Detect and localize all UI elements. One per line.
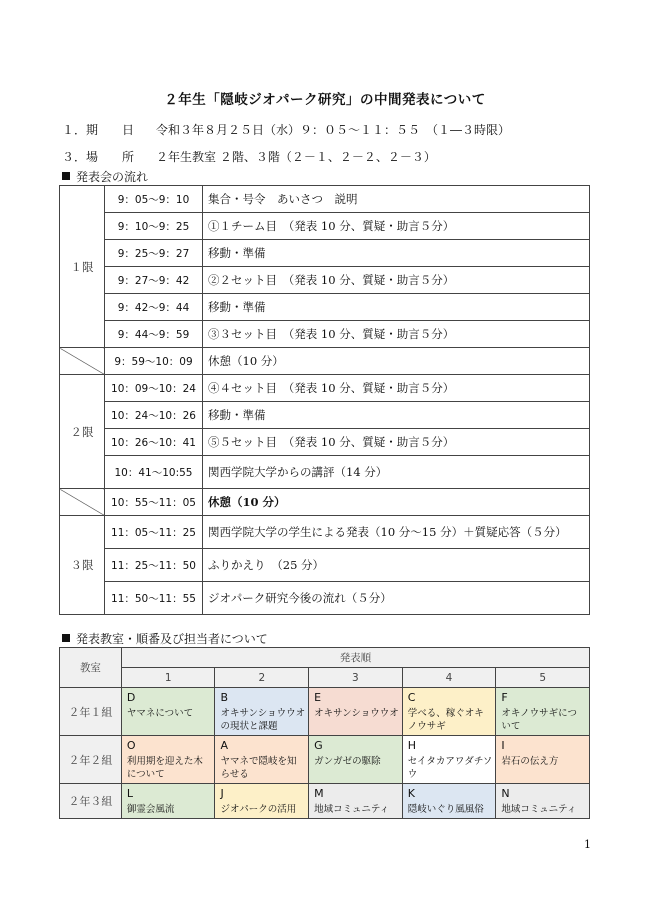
presentation-cell <box>309 736 403 784</box>
team-code: L <box>126 787 134 800</box>
presentation-cell <box>496 688 590 736</box>
presentation-cell <box>121 736 215 784</box>
order-number-header: 2 <box>215 668 309 688</box>
team-code: I <box>501 739 505 752</box>
team-code: A <box>220 739 229 752</box>
order-header: 発表順 <box>121 648 589 668</box>
team-code: K <box>407 787 415 800</box>
presentation-heading-text: 発表教室・順番及び担当者について <box>76 632 268 646</box>
presentation-cell <box>121 784 215 819</box>
room-header: 教室 <box>60 648 122 688</box>
team-topic: オキサンショウウオ <box>314 708 399 719</box>
schedule-time: 11：50～11：55 <box>105 582 203 615</box>
schedule-activity: ①１チーム目 （発表 10 分、質疑・助言５分） <box>203 213 590 240</box>
team-code: G <box>314 739 323 752</box>
team-code: C <box>407 691 416 704</box>
schedule-activity: 関西学院大学の学生による発表（10 分～15 分）＋質疑応答（５分） <box>203 516 590 549</box>
team-topic: 隠岐いぐり風風俗 <box>407 804 484 815</box>
order-number-header: 3 <box>309 668 403 688</box>
presentation-cell <box>402 736 496 784</box>
schedule-time: 11：25～11：50 <box>105 549 203 582</box>
schedule-row <box>60 402 590 429</box>
schedule-heading-text: 発表会の流れ <box>76 170 149 184</box>
page-title: ２年生「隠岐ジオパーク研究」の中間発表について <box>164 92 486 108</box>
team-topic: 利用期を迎えた木について <box>126 756 203 780</box>
team-topic: 御霊会風流 <box>126 804 175 815</box>
schedule-time: 10：55～11：05 <box>105 489 203 516</box>
team-topic: ガンガゼの駆除 <box>314 756 381 767</box>
team-code: J <box>220 787 224 800</box>
team-topic: 岩石の伝え方 <box>501 756 559 767</box>
info-date <box>62 121 510 138</box>
schedule-activity: ふりかえり （25 分） <box>203 549 590 582</box>
schedule-activity: ⑤５セット目 （発表 10 分、質疑・助言５分） <box>203 429 590 456</box>
info-place <box>62 148 436 165</box>
presentation-row <box>60 736 590 784</box>
team-topic: ヤマネで隠岐を知らせる <box>220 756 297 780</box>
room-label: ２年２組 <box>60 736 122 784</box>
team-code: N <box>501 787 510 800</box>
team-topic: オキサンショウウオの現状と課題 <box>220 708 306 732</box>
team-topic: 地域コミュニティ <box>501 804 577 815</box>
square-bullet-icon <box>62 172 70 180</box>
schedule-row <box>60 186 590 213</box>
schedule-activity: 集合・号令 あいさつ 説明 <box>203 186 590 213</box>
schedule-time: 9：44～9：59 <box>105 321 203 348</box>
schedule-row <box>60 240 590 267</box>
presentation-cell <box>215 688 309 736</box>
info-place-value: ２年生教室 ２階、３階（２－１、２－２、２－３） <box>156 150 436 164</box>
presentation-cell <box>402 784 496 819</box>
schedule-time: 9：27～9：42 <box>105 267 203 294</box>
schedule-time: 9：42～9：44 <box>105 294 203 321</box>
schedule-activity: 移動・準備 <box>203 240 590 267</box>
team-code: H <box>407 739 416 752</box>
schedule-row <box>60 582 590 615</box>
schedule-activity: 移動・準備 <box>203 294 590 321</box>
schedule-row <box>60 321 590 348</box>
schedule-time: 9：10～9：25 <box>105 213 203 240</box>
team-code: E <box>314 691 322 704</box>
schedule-heading <box>62 168 148 185</box>
schedule-row <box>60 375 590 402</box>
info-place-label: ３．場 所 <box>62 150 135 164</box>
room-label: ２年３組 <box>60 784 122 819</box>
team-topic: セイタカアワダチソウ <box>407 756 493 780</box>
schedule-time: 10：09～10：24 <box>105 375 203 402</box>
info-date-value: 令和３年８月２５日（水）９：０５～１１：５５ （１―３時限） <box>156 123 511 137</box>
schedule-time: 9：25～9：27 <box>105 240 203 267</box>
team-code: D <box>126 691 136 704</box>
break-diagonal-cell <box>60 489 105 516</box>
team-topic: ジオパークの活用 <box>220 804 297 815</box>
team-code: F <box>501 691 508 704</box>
schedule-time: 9：59～10：09 <box>105 348 203 375</box>
presentation-cell <box>309 784 403 819</box>
schedule-row <box>60 213 590 240</box>
order-number-header: 4 <box>402 668 496 688</box>
presentation-cell <box>309 688 403 736</box>
presentation-heading <box>62 630 268 647</box>
schedule-time: 10：41～10:55 <box>105 456 203 489</box>
team-topic: ヤマネについて <box>126 708 194 719</box>
schedule-activity: ③３セット目 （発表 10 分、質疑・助言５分） <box>203 321 590 348</box>
schedule-activity: 関西学院大学からの講評（14 分） <box>203 456 590 489</box>
order-number-header: 1 <box>121 668 215 688</box>
schedule-time: 9：05～9：10 <box>105 186 203 213</box>
presentation-cell <box>496 784 590 819</box>
presentation-cell <box>215 784 309 819</box>
info-date-label: １．期 日 <box>62 123 135 137</box>
schedule-activity: ④４セット目 （発表 10 分、質疑・助言５分） <box>203 375 590 402</box>
page-number: 1 <box>584 838 591 851</box>
presentation-cell <box>215 736 309 784</box>
schedule-time: 11：05～11：25 <box>105 516 203 549</box>
schedule-activity: 休憩（10 分） <box>203 489 590 516</box>
team-topic: 学べる、稼ぐオキノウサギ <box>407 708 484 732</box>
schedule-row <box>60 516 590 549</box>
presentation-cell <box>121 688 215 736</box>
presentation-cell <box>496 736 590 784</box>
presentation-row <box>60 688 590 736</box>
schedule-activity: 休憩（10 分） <box>203 348 590 375</box>
room-label: ２年１組 <box>60 688 122 736</box>
schedule-row <box>60 294 590 321</box>
schedule-activity: ②２セット目 （発表 10 分、質疑・助言５分） <box>203 267 590 294</box>
period-label: ３限 <box>60 516 105 615</box>
schedule-activity: ジオパーク研究今後の流れ（５分） <box>203 582 590 615</box>
team-code: M <box>314 787 324 800</box>
presentation-cell <box>402 688 496 736</box>
schedule-break-row <box>60 489 590 516</box>
presentation-table <box>59 647 590 819</box>
schedule-row <box>60 267 590 294</box>
schedule-time: 10：24～10：26 <box>105 402 203 429</box>
schedule-row <box>60 429 590 456</box>
period-label: １限 <box>60 186 105 348</box>
team-code: B <box>220 691 229 704</box>
square-bullet-icon <box>62 634 70 642</box>
period-label: ２限 <box>60 375 105 489</box>
team-code: O <box>126 739 136 752</box>
break-diagonal-cell <box>60 348 105 375</box>
team-topic: 地域コミュニティ <box>314 804 390 815</box>
schedule-row <box>60 456 590 489</box>
team-topic: オキノウサギについて <box>501 708 577 732</box>
schedule-time: 10：26～10：41 <box>105 429 203 456</box>
presentation-row <box>60 784 590 819</box>
schedule-break-row <box>60 348 590 375</box>
schedule-activity: 移動・準備 <box>203 402 590 429</box>
schedule-row <box>60 549 590 582</box>
schedule-table <box>59 185 590 615</box>
order-number-header: 5 <box>496 668 590 688</box>
